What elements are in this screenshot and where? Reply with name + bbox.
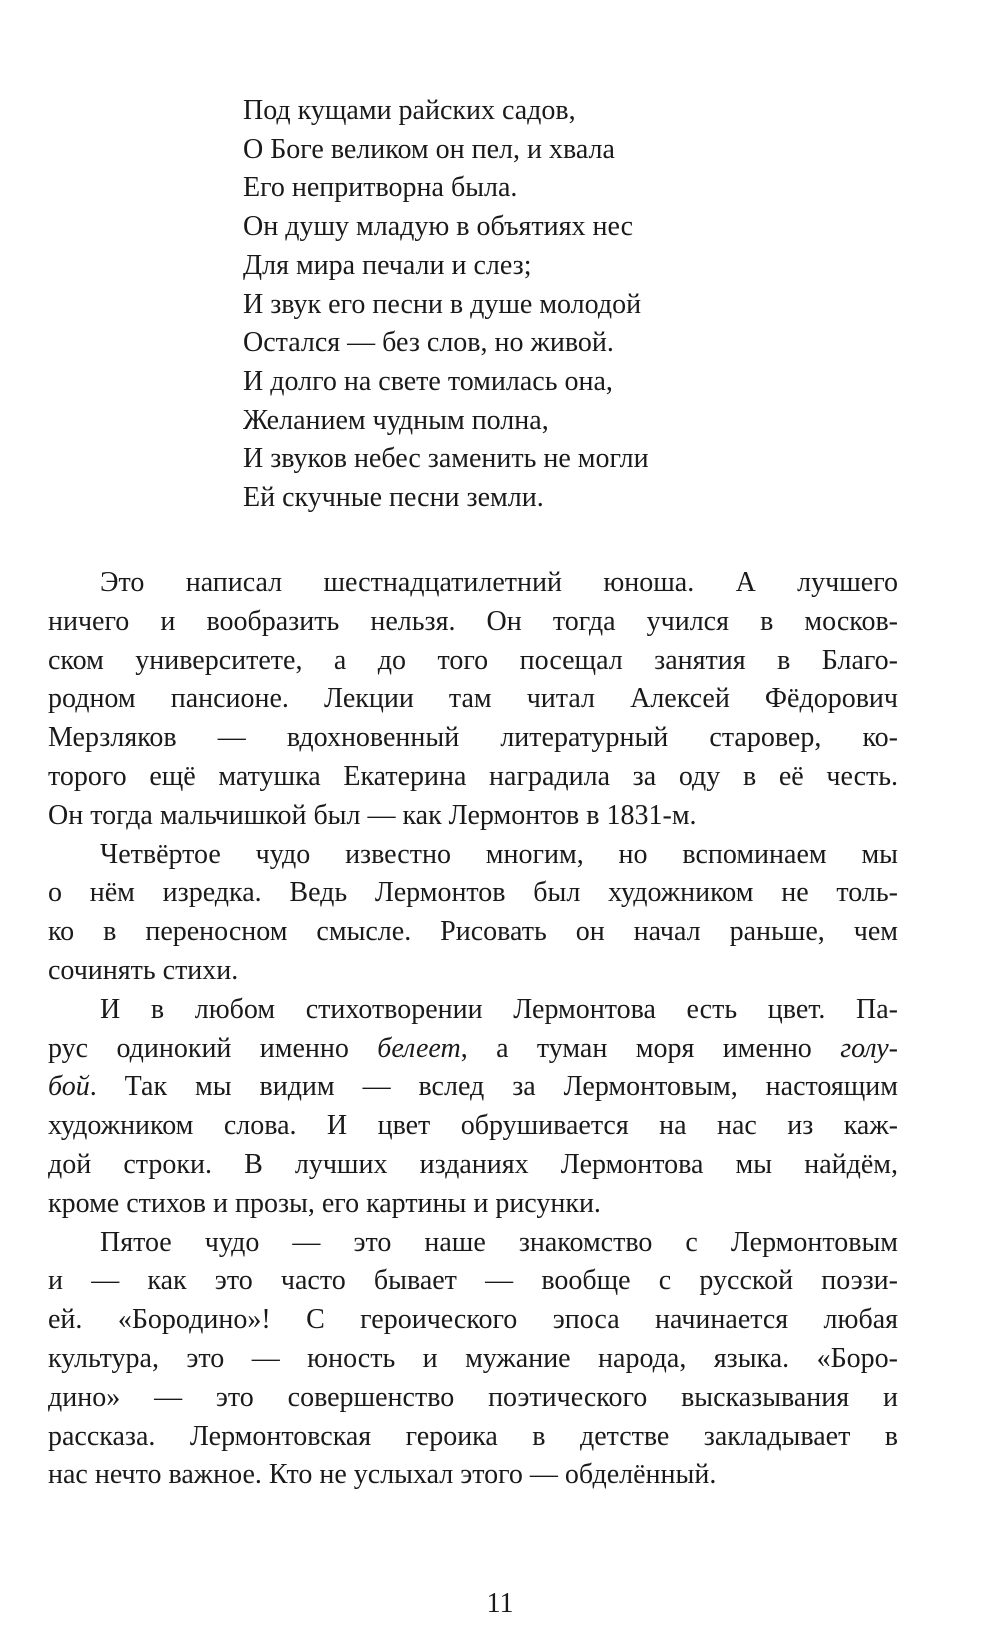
text-line	[48, 1068, 898, 1107]
poem-line: И звуков небес заменить не могли	[243, 443, 649, 475]
poem-line: Для мира печали и слез;	[243, 249, 532, 281]
page-number: 11	[486, 1588, 514, 1619]
text-line: Это написал шестнадцатилетний юноша. А лучшего	[100, 567, 898, 598]
paragraph	[48, 1224, 898, 1496]
text-line: и — как это часто бывает — вообще с русской поэзи-	[48, 1265, 898, 1297]
italic-word: голу-	[840, 1032, 899, 1064]
paragraph	[48, 991, 898, 1224]
text-line: дино» — это совершенство поэтического высказывания и	[48, 1381, 898, 1413]
text-line: ском университете, а до того посещал занятия в Благо-	[48, 644, 898, 676]
text-line: сочинять стихи.	[48, 954, 239, 986]
text-line: рассказа. Лермонтовская героика в детстве закладывает в	[48, 1420, 898, 1452]
text-line: художником слова. И цвет обрушивается на нас из каж-	[48, 1110, 898, 1142]
text-line: Четвёртое чудо известно многим, но вспоминаем мы	[100, 838, 898, 870]
paragraph	[48, 564, 898, 836]
poem-line: Его непритворна была.	[243, 172, 518, 204]
poem-line: И долго на свете томилась она,	[243, 365, 613, 397]
text-line: торого ещё матушка Екатерина наградила за оду в её честь.	[48, 760, 898, 792]
text-line: Пятое чудо — это наше знакомство с Лермонтовым	[100, 1226, 898, 1258]
text-line: нас нечто важное. Кто не услыхал этого — обделённый.	[48, 1459, 717, 1491]
poem-line: И звук его песни в душе молодой	[243, 288, 642, 320]
text-line: кроме стихов и прозы, его картины и рисунки.	[48, 1187, 601, 1219]
text-line: дой строки. В лучших изданиях Лермонтова мы найдём,	[48, 1148, 898, 1180]
poem-line: Желанием чудным полна,	[243, 404, 549, 436]
prose-body	[48, 564, 898, 1495]
paragraph	[48, 836, 898, 991]
text-line: ей. «Бородино»! С героического эпоса начинается любая	[48, 1304, 898, 1336]
text-line: ко в переносном смысле. Рисовать он начал раньше, чем	[48, 916, 898, 948]
text-line: о нём изредка. Ведь Лермонтов был художником не толь-	[48, 877, 898, 909]
italic-word: белеет	[377, 1032, 461, 1064]
text-line: культура, это — юность и мужание народа, языка. «Боро-	[48, 1342, 898, 1374]
text-line: ничего и вообразить нельзя. Он тогда учился в москов-	[48, 605, 898, 637]
text-line: Он тогда мальчишкой был — как Лермонтов в 1831-м.	[48, 799, 697, 831]
text-line: И в любом стихотворении Лермонтова есть цвет. Па-	[100, 993, 898, 1025]
poem-line: Под кущами райских садов,	[243, 95, 576, 126]
poem-line: О Боге великом он пел, и хвала	[243, 133, 615, 165]
text-segment: , а туман моря именно	[460, 1032, 841, 1064]
poem-line: Остался — без слов, но живой.	[243, 327, 614, 359]
poem-line: Ей скучные песни земли.	[243, 482, 544, 514]
text-line: родном пансионе. Лекции там читал Алексей Фёдорович	[48, 683, 898, 715]
poem-line: Он душу младую в объятиях нес	[243, 211, 634, 243]
text-line	[48, 1030, 898, 1069]
italic-word: бой	[48, 1071, 90, 1103]
text-segment: рус одинокий именно	[48, 1032, 378, 1064]
text-line: Мерзляков — вдохновенный литературный старовер, ко-	[48, 722, 898, 754]
text-segment: . Так мы видим — вслед за Лермонтовым, настоящим	[89, 1071, 898, 1103]
poem-stanza	[243, 92, 943, 518]
